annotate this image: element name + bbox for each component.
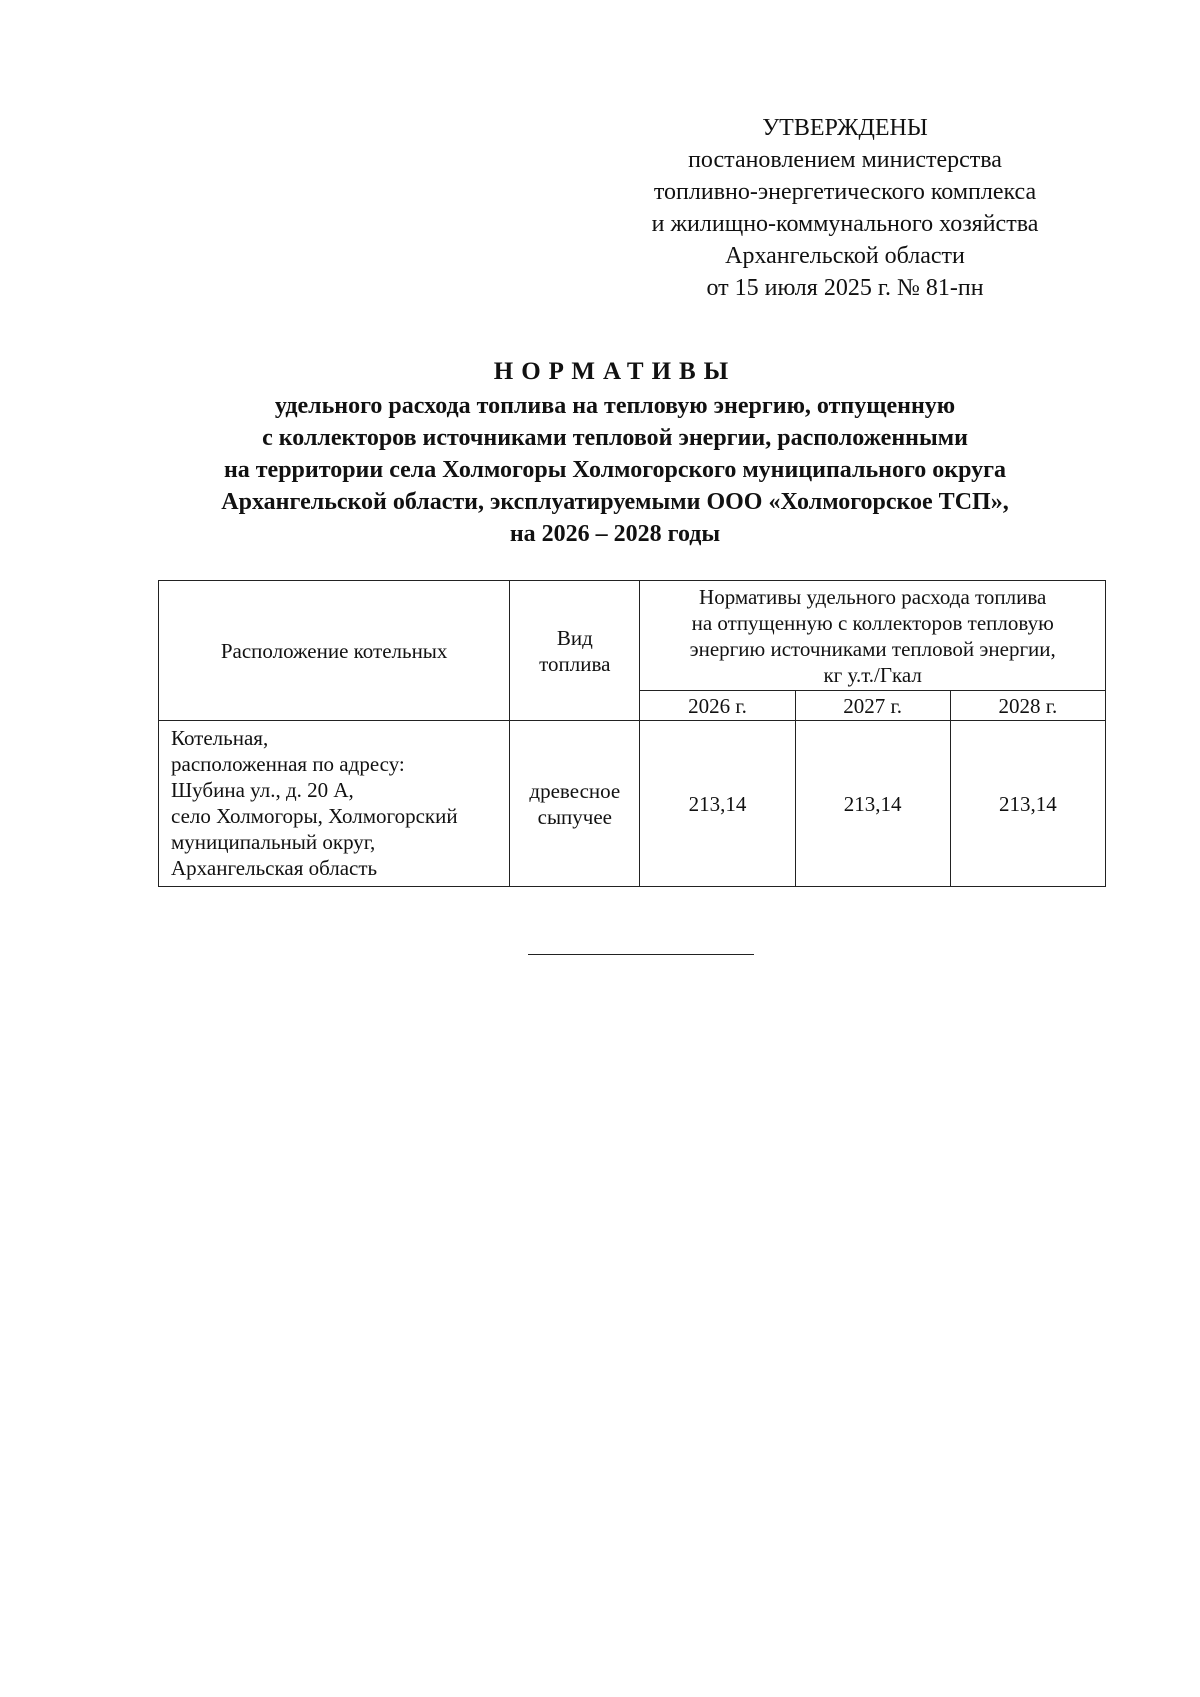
location-line: село Холмогоры, Холмогорский bbox=[171, 804, 458, 828]
header-norms-line: Нормативы удельного расхода топлива bbox=[699, 584, 1047, 609]
table-header-row bbox=[159, 581, 1106, 691]
approval-line: УТВЕРЖДЕНЫ bbox=[762, 115, 928, 141]
header-year-2026: 2026 г. bbox=[640, 691, 795, 721]
header-year-2028: 2028 г. bbox=[950, 691, 1105, 721]
fuel-line: сыпучее bbox=[537, 804, 612, 829]
title-line: Архангельской области, эксплуатируемыми ООО «Холмогорское ТСП», bbox=[221, 489, 1009, 515]
location-line: расположенная по адресу: bbox=[171, 752, 405, 776]
cell-value-2026: 213,14 bbox=[640, 721, 795, 887]
header-fuel-line: Вид bbox=[556, 625, 593, 650]
cell-fuel bbox=[510, 721, 640, 887]
approval-date-line: от 15 июля 2025 г. № 81-пн bbox=[706, 275, 984, 301]
title-line: с коллекторов источниками тепловой энергии, расположенными bbox=[262, 425, 968, 451]
cell-location bbox=[159, 721, 510, 887]
title-line: на 2026 – 2028 годы bbox=[509, 521, 721, 547]
approval-line: постановлением министерства bbox=[688, 147, 1002, 173]
closing-rule bbox=[528, 954, 754, 955]
cell-value-2028: 213,14 bbox=[950, 721, 1105, 887]
title-main: НОРМАТИВЫ bbox=[493, 358, 737, 385]
title-line: удельного расхода топлива на тепловую энергию, отпущенную bbox=[274, 393, 956, 419]
header-fuel bbox=[510, 581, 640, 721]
header-fuel-line: топлива bbox=[539, 651, 611, 676]
header-norms bbox=[640, 581, 1106, 691]
header-year-2027: 2027 г. bbox=[795, 691, 950, 721]
document-title bbox=[130, 355, 1100, 550]
norms-table bbox=[158, 580, 1106, 887]
location-line: Котельная, bbox=[171, 726, 269, 750]
location-line: Шубина ул., д. 20 А, bbox=[171, 778, 354, 802]
table-row bbox=[159, 721, 1106, 887]
header-location bbox=[159, 581, 510, 721]
header-norms-unit: кг у.т./Гкал bbox=[823, 662, 922, 687]
header-norms-line: на отпущенную с коллекторов тепловую bbox=[691, 610, 1054, 635]
location-line: Архангельская область bbox=[171, 856, 378, 880]
header-location-label: Расположение котельных bbox=[220, 638, 448, 663]
location-line: муниципальный округ, bbox=[171, 830, 376, 854]
cell-value-2027: 213,14 bbox=[795, 721, 950, 887]
fuel-line: древесное bbox=[529, 778, 621, 803]
title-line: на территории села Холмогоры Холмогорского муниципального округа bbox=[223, 457, 1007, 483]
approval-line: топливно-энергетического комплекса bbox=[653, 179, 1037, 205]
header-norms-line: энергию источниками тепловой энергии, bbox=[689, 636, 1056, 661]
approval-line: и жилищно-коммунального хозяйства bbox=[651, 211, 1039, 237]
approval-line: Архангельской области bbox=[725, 243, 965, 269]
approval-stamp bbox=[600, 112, 1090, 304]
